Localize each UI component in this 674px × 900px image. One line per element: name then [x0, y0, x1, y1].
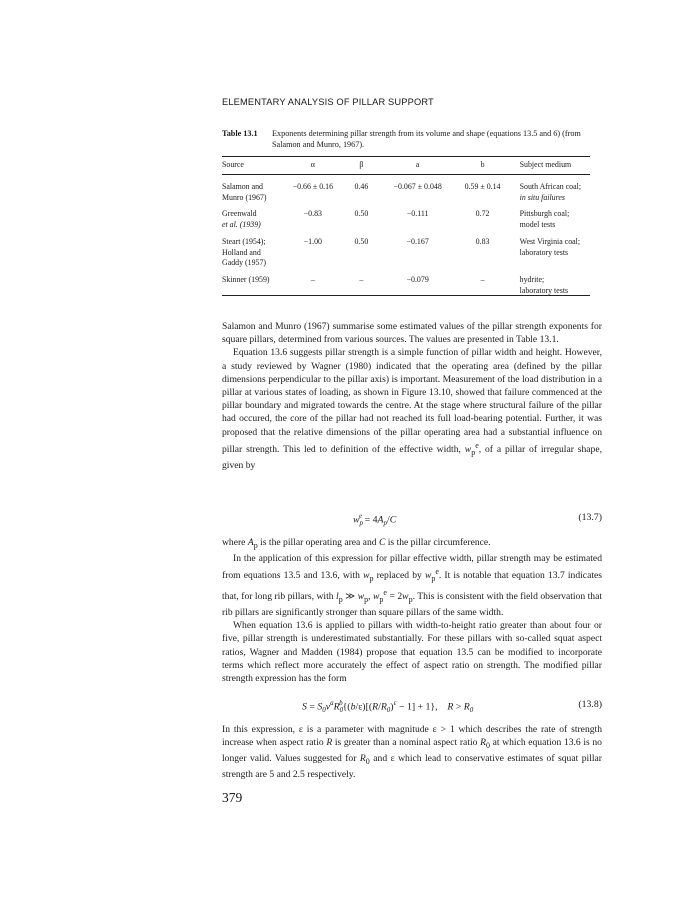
medium-line: laboratory tests	[519, 285, 569, 295]
paragraph-text: In the application of this expression for pillar effective width, pillar strength may be estimated from equations 13.5 and 13.6, with	[222, 553, 602, 582]
cell-alpha: −0.83	[303, 209, 322, 219]
paragraph-text: is the pillar circumference.	[387, 537, 491, 548]
table-row	[222, 209, 590, 236]
cell-alpha: −0.66 ± 0.16	[292, 182, 334, 191]
paragraph-text: In this expression, ε is a parameter with magnitude ε > 1 which describes the rate of strength increase when aspect ratio	[222, 724, 602, 749]
table-row	[222, 275, 590, 302]
paragraph: where $A_p$ is the pillar operating area and C is the pillar circumference.	[222, 537, 491, 550]
paragraph-text: . This is consistent with the field observation that rib pillars are significantly stronger than square pillars of the same width.	[222, 590, 602, 618]
cell-alpha: –	[310, 274, 315, 284]
source-line: et al. (1939)	[222, 220, 261, 230]
equation-13-8	[222, 699, 602, 713]
paragraph-text: Equation 13.6 suggests pillar strength is a simple function of pillar width and height. However, a study reviewed by Wagner (1980) indicated that the operating area (defined by the pillar dimensions perpendicular to the pillar axis) is important. Measurement of the load distribution in a pillar at various states of loading, as shown in Figure 13.10, showed that failure commenced at the pillar boundary and migrated towards the centre. At the stage where structural failure of the pillar had occured, the core of the pillar had not reached its full load-bearing potential. Further, it was proposed that the relative dimensions of the pillar operating area had a substantial influence on pillar strength. This led to definition of the effective width,	[222, 347, 602, 456]
cell-beta: 0.50	[354, 236, 369, 246]
table-row	[222, 174, 590, 209]
paragraph-text: . It is notable that equation 13.7 indicates that, for long rib pillars, with	[222, 570, 602, 602]
paragraph: When equation 13.6 is applied to pillars with width-to-height ratio greater than about four or five, pillar strength is underestimated substantially. For these pillars with so-called squat aspect ratios, Wagner and Madden (1984) propose that equation 13.5 can be modified to incorporate terms which reflect more accurately the effect of aspect ratio on strength. The modified pillar strength expression has the form	[222, 620, 602, 684]
medium-line: West Virginia coal;	[519, 236, 581, 246]
equation-expression: $w_p^e = 4A_p/C$	[353, 512, 397, 528]
header-b: b	[480, 160, 485, 170]
paragraph: In the application of this expression for pillar effective width, pillar strength may be estimated from equations 13.5 and 13.6, with $w_p$ replaced by $w_p^e$. It is notable that equation 13.7 indicates that, for long rib pillars, with $l_p$ ≫ $w_p$, $w_p^e = 2w_p$. This is consistent with the field observation that rib pillars are significantly stronger than square pillars of the same width.	[222, 553, 602, 618]
paragraph-text: replaced by	[376, 570, 422, 582]
paragraph-text: , of a pillar of irregular shape, given by	[222, 444, 603, 472]
medium-line: model tests	[519, 220, 556, 230]
cell-subject-medium	[510, 237, 590, 275]
exponents-table	[222, 157, 590, 302]
paragraph-text: is the pillar operating area and	[260, 537, 377, 548]
cell-subject-medium	[510, 209, 590, 236]
header-a: a	[415, 160, 420, 170]
text-block-2	[222, 536, 602, 685]
cell-a: −0.079	[406, 274, 429, 284]
cell-subject-medium	[510, 174, 590, 209]
equation-number: (13.7)	[578, 512, 602, 523]
equation-number: (13.8)	[578, 699, 602, 710]
paragraph: Equation 13.6 suggests pillar strength is a simple function of pillar width and height. However, a study reviewed by Wagner (1980) indicated that the operating area (defined by the pillar dimensions perpendicular to the pillar axis) is important. Measurement of the load distribution in a pillar at various states of loading, as shown in Figure 13.10, showed that failure commenced at the pillar boundary and migrated towards the centre. At the stage where structural failure of the pillar had occured, the core of the pillar had not reached its full load-bearing potential. Further, it was proposed that the relative dimensions of the pillar operating area had a substantial influence on pillar strength. This led to definition of the effective width, $w_p^e$, of a pillar of irregular shape, given by	[222, 347, 603, 472]
page-number: 379	[222, 790, 243, 805]
paragraph-text: at which equation 13.6 is no longer valid. Values suggested for	[222, 737, 602, 765]
cell-source	[222, 209, 283, 236]
table-caption-text: Exponents determining pillar strength from its volume and shape (equations 13.5 and 6) (from Salamon and Munro, 1967).	[272, 129, 581, 149]
cell-beta: –	[359, 274, 364, 284]
header-beta: β	[359, 160, 364, 170]
table-caption	[222, 129, 602, 150]
paragraph-text: and ε which lead to conservative estimates of squat pillar strength are 5 and 2.5 respectively.	[222, 753, 602, 781]
cell-a: −0.067 ± 0.048	[393, 182, 442, 191]
table-row	[222, 237, 590, 275]
cell-b: –	[480, 274, 485, 284]
cell-subject-medium	[510, 275, 590, 302]
running-head: ELEMENTARY ANALYSIS OF PILLAR SUPPORT	[222, 97, 434, 107]
source-line: Greenwald	[222, 209, 257, 219]
paragraph-text: is greater than a nominal aspect ratio	[334, 737, 478, 749]
table-label: Table 13.1	[222, 129, 258, 138]
cell-source: Steart (1954); Holland and Gaddy (1957)	[222, 236, 267, 268]
medium-line: hydrite;	[519, 274, 545, 284]
equation-13-7	[222, 512, 602, 526]
text-block-3	[222, 723, 602, 782]
cell-beta: 0.46	[354, 182, 369, 191]
cell-source: Salamon and Munro (1967)	[222, 182, 267, 202]
cell-alpha: −1.00	[303, 236, 322, 246]
text-block-1	[222, 320, 602, 472]
cell-b: 0.72	[475, 209, 490, 219]
paragraph: Salamon and Munro (1967) summarise some estimated values of the pillar strength exponents for square pillars, determined from various sources. The values are presented in Table 13.1.	[222, 321, 602, 346]
cell-b: 0.59 ± 0.14	[464, 182, 501, 191]
cell-a: −0.167	[406, 236, 429, 246]
header-alpha: α	[310, 160, 315, 170]
cell-a: −0.111	[406, 209, 429, 219]
header-subject-medium: Subject medium	[519, 160, 572, 170]
cell-b: 0.83	[475, 236, 490, 246]
medium-line: South African coal;	[519, 182, 582, 191]
header-source: Source	[222, 160, 244, 170]
equation-expression: $S = S_0v^aR_0^b\{(b/\varepsilon)[(R/R_0)^\varepsilon - 1] + 1\}$, $R > R_0$	[302, 699, 474, 715]
medium-line: laboratory tests	[519, 247, 569, 257]
paragraph-text: where	[222, 537, 246, 548]
paragraph: In this expression, ε is a parameter with magnitude ε > 1 which describes the rate of strength increase when aspect ratio R is greater than a nominal aspect ratio $R_0$ at which equation 13.6 is no longer valid. Values suggested for $R_0$ and ε which lead to conservative estimates of squat pillar strength are 5 and 2.5 respectively.	[222, 724, 602, 781]
medium-line: in situ failures	[519, 192, 565, 202]
cell-source: Skinner (1959)	[222, 274, 270, 284]
medium-line: Pittsburgh coal;	[519, 209, 570, 219]
cell-beta: 0.50	[354, 209, 369, 219]
table-header-row	[222, 157, 590, 174]
